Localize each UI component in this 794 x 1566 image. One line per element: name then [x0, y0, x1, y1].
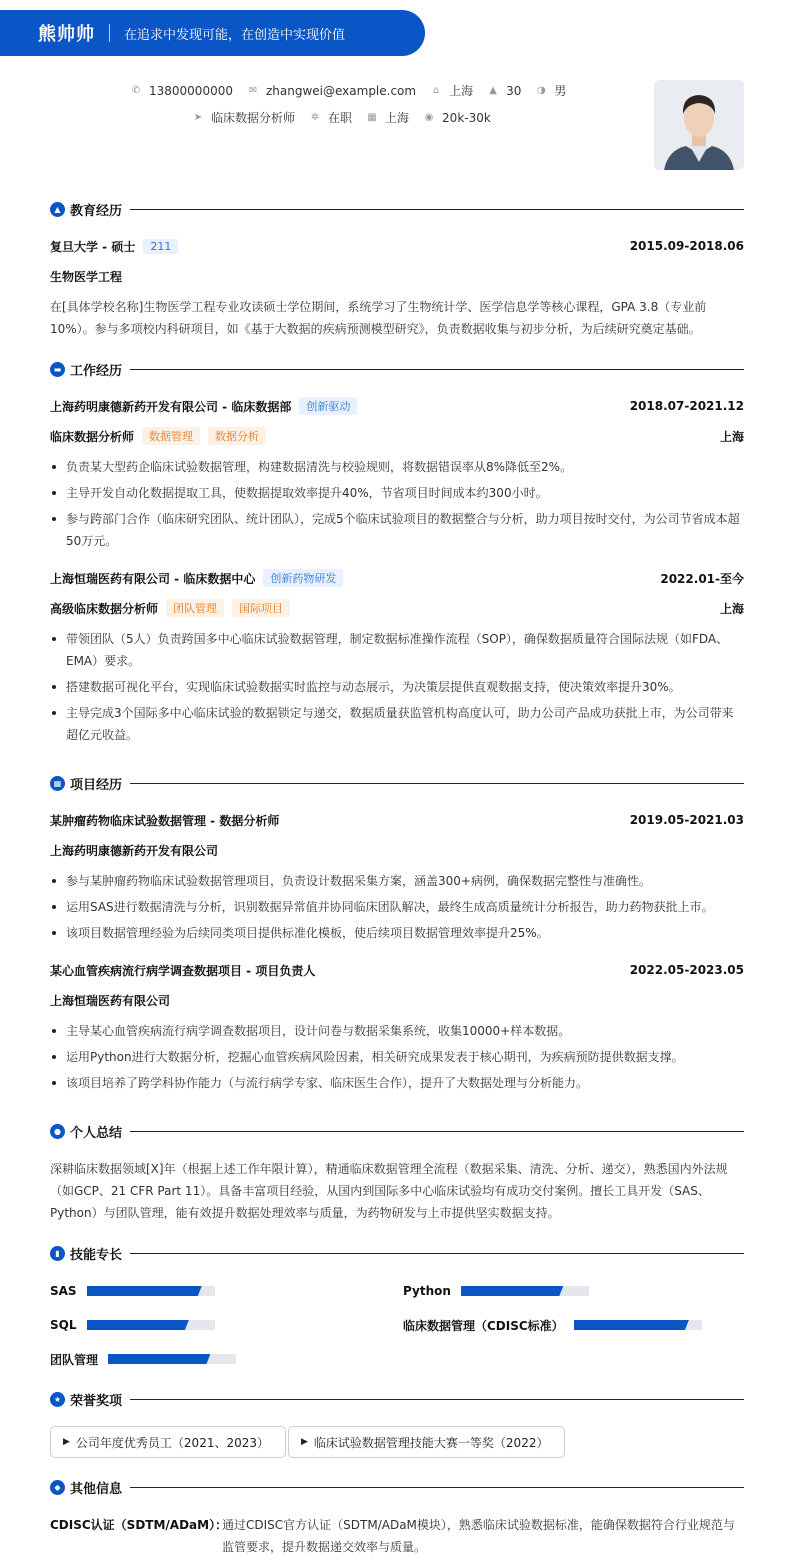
skill-bar — [108, 1354, 236, 1364]
list-item: 运用SAS进行数据清洗与分析，识别数据异常值并协同临床团队解决，最终生成高质量统计分析报告，助力药物获批上市。 — [50, 896, 744, 918]
home-icon: ⌂ — [432, 85, 440, 96]
award-item — [50, 1426, 286, 1458]
gender: 男 — [554, 84, 567, 98]
position: 临床数据分析师 — [211, 111, 296, 125]
other-info-row — [50, 1514, 744, 1558]
project-org-row — [50, 991, 744, 1009]
user-icon: ● — [50, 1124, 65, 1139]
section-projects — [50, 773, 744, 793]
project-date: 2019.05-2021.03 — [629, 813, 744, 827]
section-divider — [130, 1253, 744, 1254]
skill-name: 临床数据管理（CDISC标准） — [403, 1318, 564, 1333]
salary: 20k-30k — [442, 110, 491, 125]
role-tag: 国际项目 — [232, 599, 290, 617]
work-header — [50, 397, 744, 415]
triangle-icon: ▶ — [301, 1437, 308, 1447]
skill-name: SQL — [50, 1318, 77, 1332]
avatar — [654, 80, 744, 170]
school-tag: 211 — [143, 239, 178, 254]
skill-name: SAS — [50, 1284, 77, 1298]
gender-icon: ◑ — [537, 85, 546, 96]
building-icon: ▦ — [367, 112, 377, 123]
skill-bar — [87, 1320, 215, 1330]
section-divider — [130, 1399, 744, 1400]
graduation-cap-icon: ▲ — [50, 202, 65, 217]
work-header — [50, 569, 744, 587]
work-city: 上海 — [719, 601, 744, 616]
skill-bar-fill — [87, 1286, 202, 1296]
skill-item — [50, 1317, 215, 1333]
skill-bar-fill — [87, 1320, 189, 1330]
status: 在职 — [328, 111, 353, 125]
phone: 13800000000 — [149, 83, 233, 98]
skill-item — [403, 1283, 589, 1299]
section-other — [50, 1477, 744, 1497]
mail-icon: ✉ — [248, 85, 258, 96]
project-title: 某心血管疾病流行病学调查数据项目 - 项目负责人 — [50, 963, 316, 978]
target-city: 上海 — [385, 111, 410, 125]
header-divider — [109, 24, 110, 42]
status-icon: ✲ — [310, 112, 320, 123]
triangle-icon: ▶ — [63, 1437, 70, 1447]
section-title: 教育经历 — [70, 203, 123, 219]
section-title: 其他信息 — [70, 1481, 123, 1497]
list-item: 运用Python进行大数据分析，挖掘心血管疾病风险因素，相关研究成果发表于核心期刊，为疾病预防提供数据支撑。 — [50, 1046, 744, 1068]
section-education — [50, 199, 744, 219]
list-item: 参与跨部门合作（临床研究团队、统计团队），完成5个临床试验项目的数据整合与分析，助力项目按时交付，为公司节省成本超50万元。 — [50, 508, 744, 552]
award-item — [288, 1426, 565, 1458]
section-divider — [130, 209, 744, 210]
section-title: 荣誉奖项 — [70, 1393, 123, 1409]
candidate-name: 熊帅帅 — [38, 24, 95, 45]
skill-bar — [574, 1320, 702, 1330]
role-tag: 数据管理 — [142, 427, 200, 445]
salary-icon: ◉ — [424, 112, 434, 123]
company-tag: 创新药物研发 — [263, 569, 343, 587]
list-item: 参与某肿瘤药物临床试验数据管理项目，负责设计数据采集方案，涵盖300+病例，确保数据完整性与准确性。 — [50, 870, 744, 892]
section-summary — [50, 1121, 744, 1141]
skill-item — [50, 1351, 236, 1367]
work-role-row — [50, 599, 744, 617]
summary-text: 深耕临床数据领域[X]年（根据上述工作年限计算），精通临床数据管理全流程（数据采集、清洗、分析、递交），熟悉国内外法规（如GCP、21 CFR Part 11）。具备丰富项目经验，从国内到国际多中心临床试验均有成功交付案例。擅长工具开发（SAS、Python）与团队管理，能有效提升数据处理效率与质量，为药物研发与上市提供坚实数据支持。 — [50, 1162, 728, 1220]
section-title: 工作经历 — [70, 363, 123, 379]
contact-row-1 — [130, 82, 580, 99]
list-item: 该项目培养了跨学科协作能力（与流行病学专家、临床医生合作），提升了大数据处理与分析能力。 — [50, 1072, 744, 1094]
award-text: 临床试验数据管理技能大赛一等奖（2022） — [313, 1435, 549, 1450]
skill-bar-fill — [574, 1320, 689, 1330]
role: 高级临床数据分析师 — [50, 601, 159, 616]
list-item: 带领团队（5人）负责跨国多中心临床试验数据管理，制定数据标准操作流程（SOP），确保数据质量符合国际法规（如FDA、EMA）要求。 — [50, 628, 744, 672]
cake-icon: ▲ — [489, 85, 497, 96]
major: 生物医学工程 — [50, 269, 123, 284]
contact-row-2 — [192, 109, 505, 126]
age: 30 — [506, 83, 522, 98]
section-skills — [50, 1243, 744, 1263]
send-icon: ➤ — [193, 112, 203, 123]
role-tag: 团队管理 — [166, 599, 224, 617]
project-header — [50, 961, 744, 979]
education-date: 2015.09-2018.06 — [629, 239, 744, 253]
skill-name: Python — [403, 1284, 451, 1298]
project-org-row — [50, 841, 744, 859]
project-date: 2022.05-2023.05 — [629, 963, 744, 977]
project-title: 某肿瘤药物临床试验数据管理 - 数据分析师 — [50, 813, 280, 828]
list-item: 主导某心血管疾病流行病学调查数据项目，设计问卷与数据采集系统，收集10000+样本数据。 — [50, 1020, 744, 1042]
email[interactable]: zhangwei@example.com — [265, 83, 417, 98]
skill-bar — [87, 1286, 215, 1296]
motto: 在追求中发现可能，在创造中实现价值 — [124, 27, 346, 43]
section-divider — [130, 1487, 744, 1488]
work-date: 2022.01-至今 — [660, 571, 744, 586]
project-org: 上海药明康德新药开发有限公司 — [50, 843, 219, 858]
section-divider — [130, 1131, 744, 1132]
project-org: 上海恒瑞医药有限公司 — [50, 993, 171, 1008]
skill-item — [50, 1283, 215, 1299]
project-header — [50, 811, 744, 829]
award-text: 公司年度优秀员工（2021、2023） — [75, 1435, 270, 1450]
chart-icon: ▮ — [50, 1246, 65, 1261]
skill-item — [403, 1317, 702, 1333]
section-work — [50, 359, 744, 379]
briefcase-icon: ▬ — [50, 362, 65, 377]
section-title: 项目经历 — [70, 777, 123, 793]
skill-bar-fill — [108, 1354, 210, 1364]
skill-name: 团队管理 — [50, 1352, 99, 1367]
list-item: 主导完成3个国际多中心临床试验的数据锁定与递交，数据质量获监管机构高度认可，助力公司产品成功获批上市，为公司带来超亿元收益。 — [50, 702, 744, 746]
other-key: CDISC认证（SDTM/ADaM）： — [50, 1518, 228, 1532]
school: 复旦大学 - 硕士 — [50, 239, 136, 254]
section-title: 个人总结 — [70, 1125, 123, 1141]
company-tag: 创新驱动 — [299, 397, 357, 415]
phone-icon: ✆ — [131, 85, 141, 96]
education-description: 在[具体学校名称]生物医学工程专业攻读硕士学位期间，系统学习了生物统计学、医学信息学等核心课程，GPA 3.8（专业前10%）。参与多项校内科研项目，如《基于大数据的疾病预测模型研究》，负责数据收集与初步分析，为后续研究奠定基础。 — [50, 300, 707, 336]
company: 上海药明康德新药开发有限公司 - 临床数据部 — [50, 399, 292, 414]
section-awards — [50, 1389, 744, 1409]
work-role-row — [50, 427, 744, 445]
work-city: 上海 — [719, 429, 744, 444]
grid-icon: ▦ — [50, 776, 65, 791]
skill-bar-fill — [461, 1286, 563, 1296]
list-item: 主导开发自动化数据提取工具，使数据提取效率提升40%，节省项目时间成本约300小时。 — [50, 482, 744, 504]
role: 临床数据分析师 — [50, 429, 135, 444]
section-divider — [130, 783, 744, 784]
education-major-row — [50, 267, 744, 285]
section-divider — [130, 369, 744, 370]
skill-bar — [461, 1286, 589, 1296]
header-banner — [0, 10, 425, 56]
list-item: 负责某大型药企临床试验数据管理，构建数据清洗与校验规则，将数据错误率从8%降低至2%。 — [50, 456, 744, 478]
role-tag: 数据分析 — [208, 427, 266, 445]
city: 上海 — [449, 84, 474, 98]
other-value: 通过CDISC官方认证（SDTM/ADaM模块），熟悉临床试验数据标准，能确保数据符合行业规范与监管要求，提升数据递交效率与质量。 — [222, 1518, 735, 1554]
list-item: 搭建数据可视化平台，实现临床试验数据实时监控与动态展示，为决策层提供直观数据支持，使决策效率提升30%。 — [50, 676, 744, 698]
education-header — [50, 237, 744, 255]
section-title: 技能专长 — [70, 1247, 123, 1263]
apps-icon: ◆ — [50, 1480, 65, 1495]
list-item: 该项目数据管理经验为后续同类项目提供标准化模板，使后续项目数据管理效率提升25%。 — [50, 922, 744, 944]
work-date: 2018.07-2021.12 — [629, 399, 744, 413]
trophy-icon: ★ — [50, 1392, 65, 1407]
company: 上海恒瑞医药有限公司 - 临床数据中心 — [50, 571, 256, 586]
